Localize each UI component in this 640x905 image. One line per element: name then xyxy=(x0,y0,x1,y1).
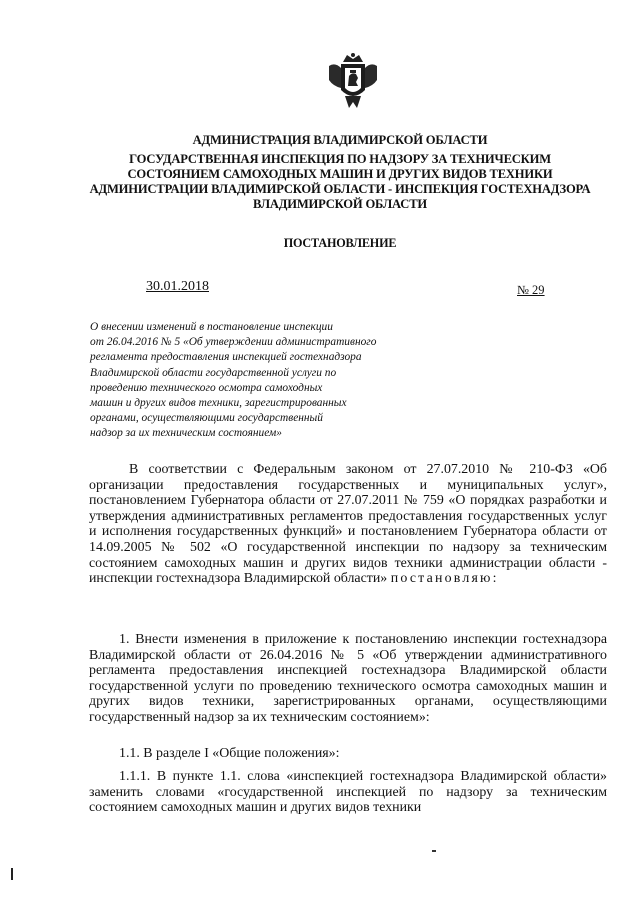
preamble-text: В соответствии с Федеральным законом от 27.07.2010 № 210-ФЗ «Об организации предоставления государственных и муниципальных услуг», постановлением Губернатора области от 27.07.2011 № 759 «О порядках разработки и утверждения административных регламентов предоставления государственных услуг и исполнения государственных функций» и постановлением Губернатора области от 14.09.2005 № 502 «О государственной инспекции по надзору за техническим состоянием самоходных машин и других видов техники администрации области - инспекции гостехнадзора Владимирской области» xyxy=(89,462,607,587)
subject-line: проведению технического осмотра самоходных xyxy=(90,381,323,394)
item-1-1-1-paragraph: 1.1.1. В пункте 1.1. слова «инспекцией гостехнадзора Владимирской области» заменить словами «государственной инспекцией по надзору за техническим состоянием самоходных машин и других видов техники xyxy=(89,769,607,816)
inspection-title-line: АДМИНИСТРАЦИИ ВЛАДИМИРСКОЙ ОБЛАСТИ - ИНСПЕКЦИЯ ГОСТЕХНАДЗОРА xyxy=(89,182,591,196)
scan-speck xyxy=(432,850,436,852)
item-1-paragraph: 1. Внести изменения в приложение к постановлению инспекции гостехнадзора Владимирской области от 26.04.2016 № 5 «Об утверждении административного регламента предоставления инспекцией гостехнадзора Владимирской области государственной услуги по проведению технического осмотра самоходных машин и других видов техники, зарегистрированных органами, осуществляющими государственный надзор за их техническим состоянием»: xyxy=(89,632,607,725)
subject-line: Владимирской области государственной услуги по xyxy=(90,366,337,379)
document-subject xyxy=(90,320,420,442)
decree-word: постановляю: xyxy=(390,571,499,587)
subject-line: О внесении изменений в постановление инспекции xyxy=(90,321,333,333)
preamble-paragraph xyxy=(89,462,607,587)
margin-mark xyxy=(11,868,13,880)
subject-line: машин и других видов техники, зарегистрированных xyxy=(90,397,347,410)
administration-title: АДМИНИСТРАЦИЯ ВЛАДИМИРСКОЙ ОБЛАСТИ xyxy=(192,133,488,147)
subject-line: от 26.04.2016 № 5 «Об утверждении административного xyxy=(90,336,377,349)
document-date: 30.01.2018 xyxy=(146,279,209,294)
inspection-title-line: ВЛАДИМИРСКОЙ ОБЛАСТИ xyxy=(253,197,427,211)
coat-of-arms-icon xyxy=(325,52,381,110)
document-number: № 29 xyxy=(517,283,545,297)
subject-line: регламента предоставления инспекцией гостехнадзора xyxy=(90,351,362,364)
document-type-heading: ПОСТАНОВЛЕНИЕ xyxy=(283,236,397,250)
inspection-title-line: ГОСУДАРСТВЕННАЯ ИНСПЕКЦИЯ ПО НАДЗОРУ ЗА ТЕХНИЧЕСКИМ xyxy=(129,152,551,166)
item-1-1-paragraph: 1.1. В разделе I «Общие положения»: xyxy=(119,746,340,761)
subject-line: надзор за их техническим состоянием» xyxy=(90,427,282,440)
subject-line: органами, осуществляющими государственный xyxy=(90,412,323,425)
inspection-title xyxy=(60,152,620,212)
inspection-title-line: СОСТОЯНИЕМ САМОХОДНЫХ МАШИН И ДРУГИХ ВИДОВ ТЕХНИКИ xyxy=(127,167,553,181)
